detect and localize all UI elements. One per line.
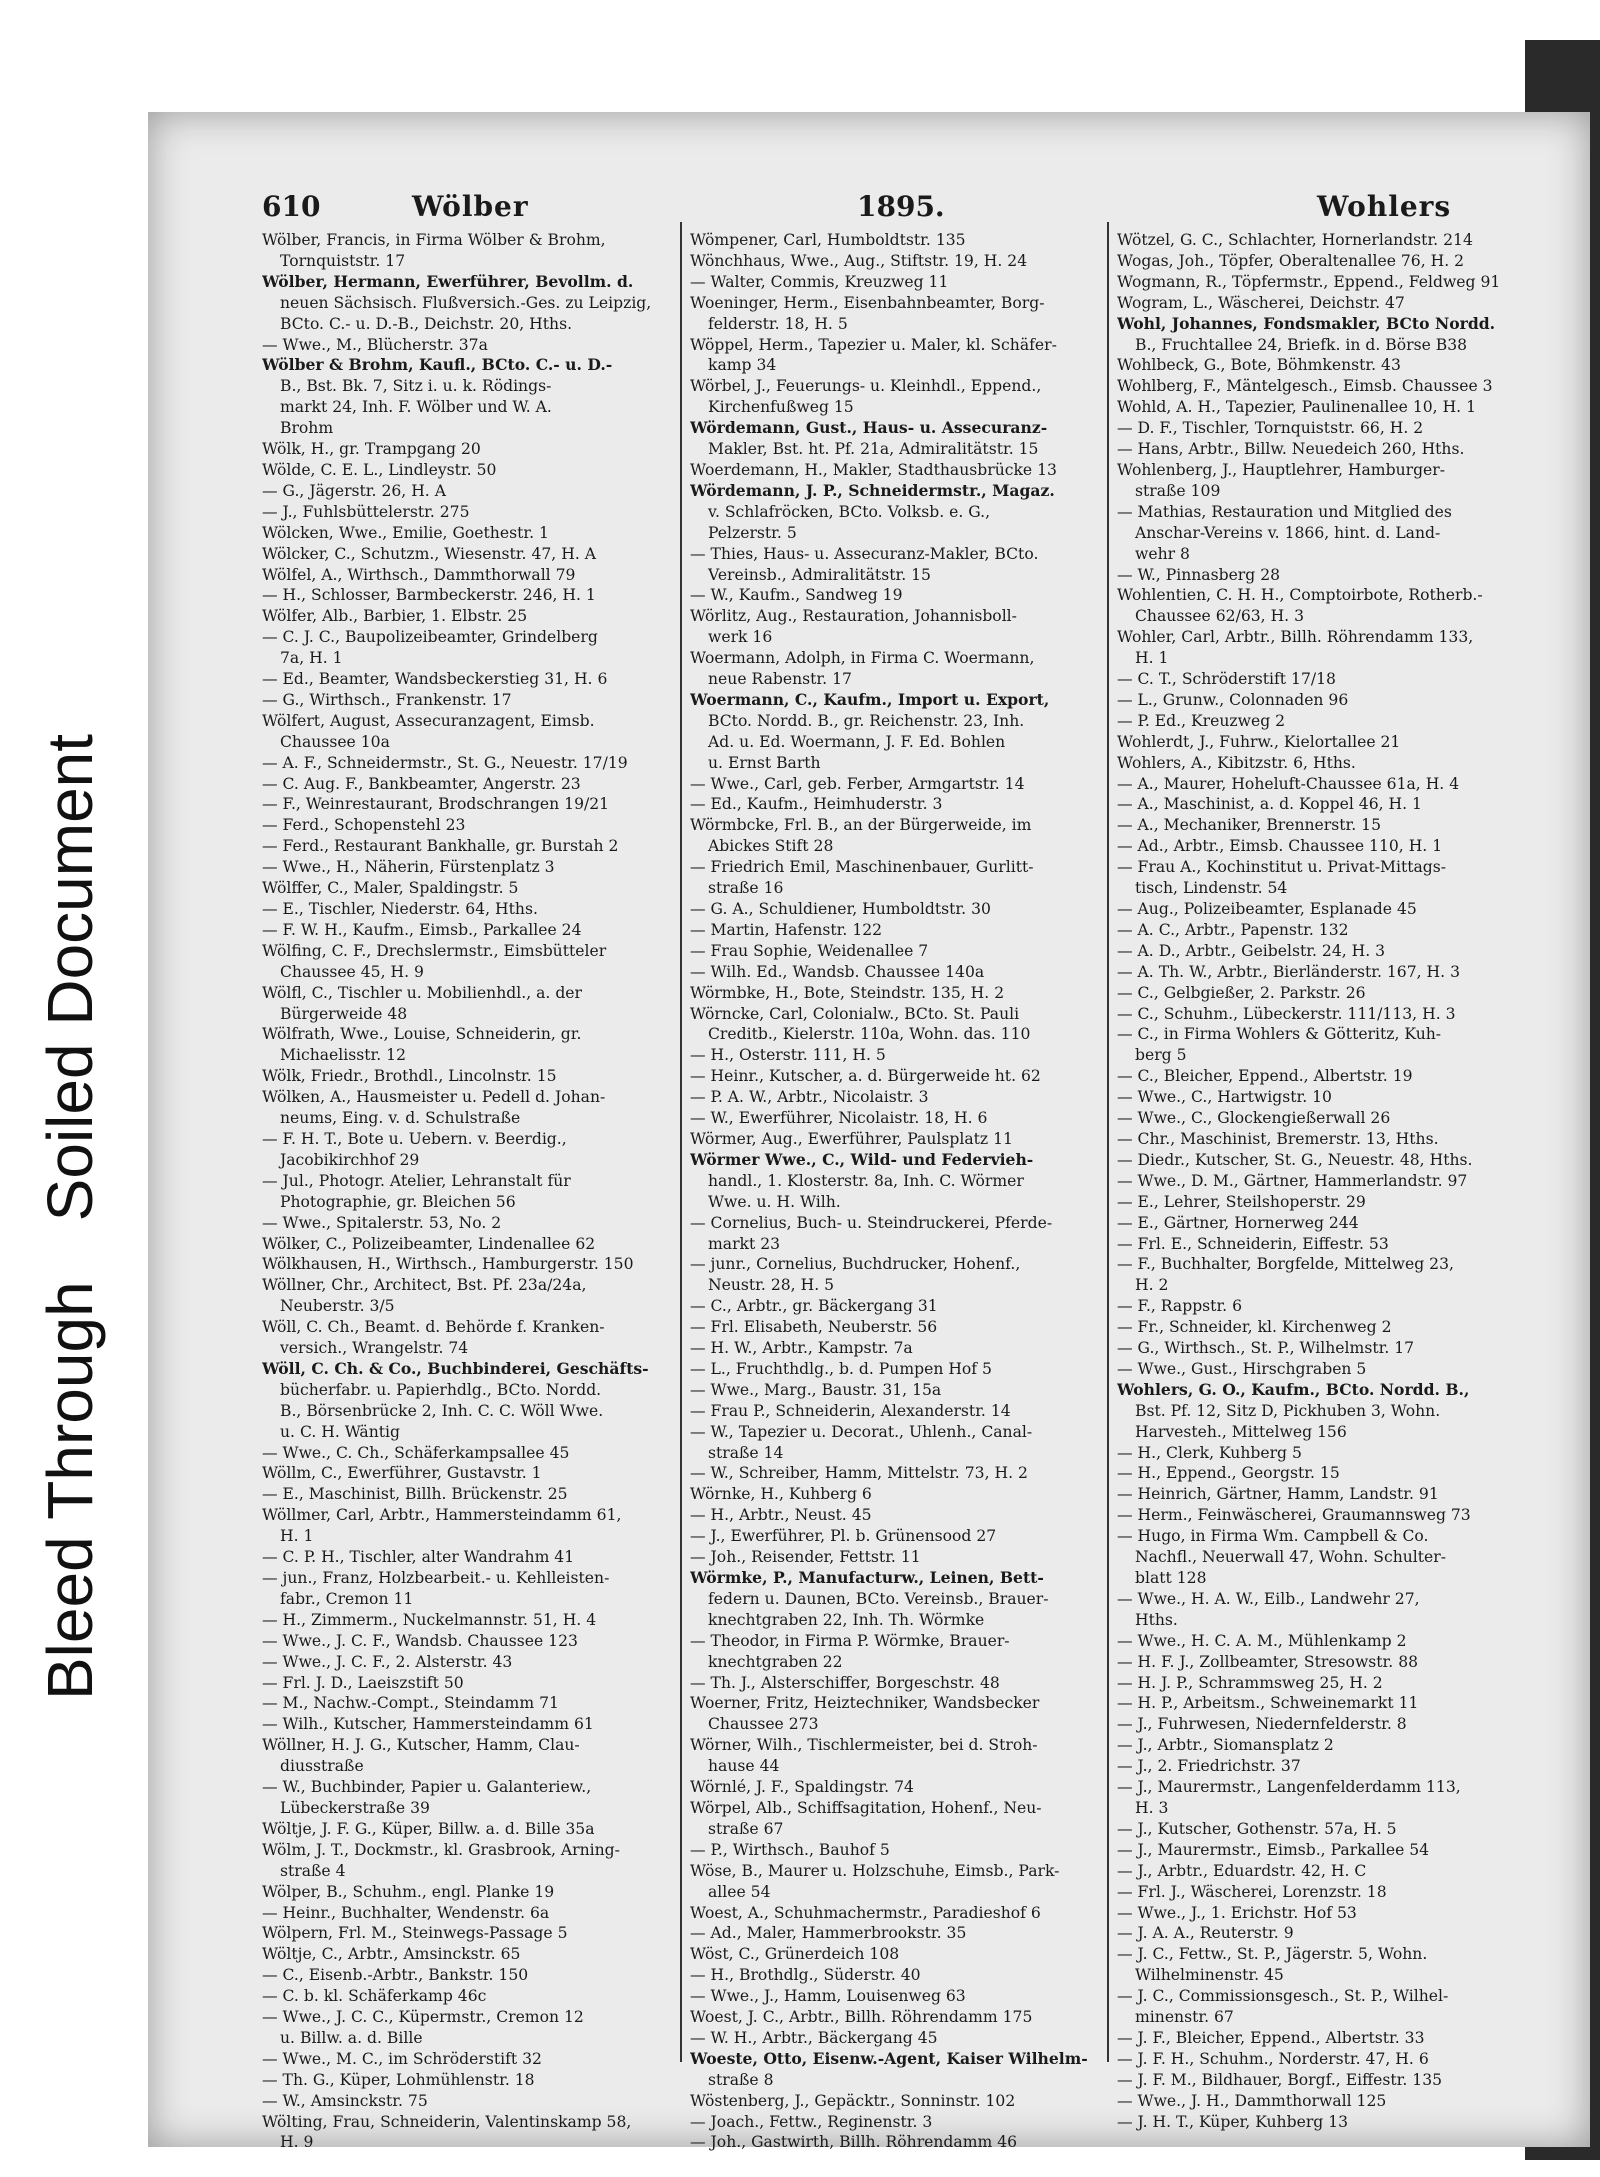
directory-entry-line: — P. Ed., Kreuzweg 2 [1117,711,1286,730]
directory-entry-line: — Hugo, in Firma Wm. Campbell & Co. [1117,1527,1429,1546]
directory-entry-line: Neustr. 28, H. 5 [708,1276,835,1295]
directory-entry-line: u. Billw. a. d. Bille [280,2028,423,2047]
directory-entry-line: Wölber, Hermann, Ewerführer, Bevollm. d. [262,271,634,291]
directory-entry-line: Wogas, Joh., Töpfer, Oberaltenallee 76, H. 2 [1117,251,1465,270]
directory-entry-line: Chaussee 10a [280,732,390,751]
directory-entry-line: Harvesteh., Mittelweg 156 [1135,1422,1347,1441]
directory-entry-line: Wöstenberg, J., Gepäcktr., Sonninstr. 102 [690,2091,1016,2110]
directory-entry-line: Makler, Bst. ht. Pf. 21a, Admiralitätstr. 15 [708,440,1039,459]
directory-entry-line: — C., Eisenb.-Arbtr., Bankstr. 150 [262,1966,529,1985]
directory-entry-line: — H., Schlosser, Barmbeckerstr. 246, H. 1 [262,586,596,605]
directory-entry-line: — Wwe., J., 1. Erichstr. Hof 53 [1117,1903,1357,1922]
directory-entry-line: Woerdemann, H., Makler, Stadthausbrücke 13 [690,460,1057,479]
directory-entry-line: Tornquiststr. 17 [280,251,406,270]
directory-entry-line: Wörmke, P., Manufacturw., Leinen, Bett- [690,1568,1044,1587]
directory-entry-line: Lübeckerstraße 39 [280,1798,430,1817]
directory-entry-line: B., Börsenbrücke 2, Inh. C. C. Wöll Wwe. [280,1401,604,1420]
directory-entry-line: Hths. [1135,1610,1178,1629]
directory-entry-line: — Frau Sophie, Weidenallee 7 [690,941,929,960]
directory-entry-line: — Heinr., Kutscher, a. d. Bürgerweide ht. 62 [690,1067,1041,1086]
directory-entry-line: federn u. Daunen, BCto. Vereinsb., Brauer- [708,1589,1049,1608]
directory-entry-line: — Aug., Polizeibeamter, Esplanade 45 [1117,900,1417,918]
directory-entry-line: Wölkhausen, H., Wirthsch., Hamburgerstr. 150 [262,1255,634,1274]
directory-entry-line: — Fr., Schneider, kl. Kirchenweg 2 [1117,1318,1392,1337]
directory-entry-line: — J., Maurermstr., Eimsb., Parkallee 54 [1117,1840,1430,1859]
directory-entry-line: — G., Jägerstr. 26, H. A [262,481,446,500]
directory-entry-line: — Hans, Arbtr., Billw. Neuedeich 260, Hths. [1117,440,1465,459]
directory-entry-line: diusstraße [280,1757,364,1776]
directory-entry-line: — A. Th. W., Arbtr., Bierländerstr. 167, H. 3 [1117,962,1460,981]
directory-entry-line: — Wwe., Marg., Baustr. 31, 15a [690,1380,942,1399]
directory-entry-line: — Wwe., C., Glockengießerwall 26 [1117,1109,1391,1128]
directory-entry-line: — H., Arbtr., Neust. 45 [690,1506,872,1525]
directory-entry-line: — E., Tischler, Niederstr. 64, Hths. [262,900,538,918]
directory-entry-line: Wohlerdt, J., Fuhrw., Kielortallee 21 [1117,732,1401,751]
directory-entry-line: Wölber, Francis, in Firma Wölber & Brohm, [262,231,606,249]
directory-entry-line: Wölfl, C., Tischler u. Mobilienhdl., a. der [262,983,582,1002]
directory-entry-line: — E., Gärtner, Hornerweg 244 [1117,1213,1359,1232]
directory-entry-line: — H., Clerk, Kuhberg 5 [1117,1443,1302,1462]
directory-entry-line: Wöltje, C., Arbtr., Amsinckstr. 65 [262,1945,521,1964]
directory-entry-line: straße 8 [708,2070,774,2089]
directory-entry-line: neuen Sächsisch. Flußversich.-Ges. zu Leipzig, [280,293,652,312]
directory-entry-line: — Wwe., D. M., Gärtner, Hammerlandstr. 97 [1117,1171,1468,1190]
directory-entry-line: — Martin, Hafenstr. 122 [690,920,883,939]
directory-entry-line: Wohl, Johannes, Fondsmakler, BCto Nordd. [1117,313,1496,333]
directory-entry-line: — C. Aug. F., Bankbeamter, Angerstr. 23 [262,774,581,793]
directory-entry-line: — W., Ewerführer, Nicolaistr. 18, H. 6 [690,1109,988,1128]
directory-entry-line: — Frl. J. D., Laeiszstift 50 [262,1673,464,1692]
directory-entry-line: blatt 128 [1135,1569,1207,1587]
directory-entry-line: Wördemann, Gust., Haus- u. Assecuranz- [690,418,1048,438]
directory-entry-line: — F., Rappstr. 6 [1117,1297,1243,1316]
directory-entry-line: Wölpern, Frl. M., Steinwegs-Passage 5 [262,1924,568,1943]
directory-entry-line: versich., Wrangelstr. 74 [280,1339,469,1358]
directory-entry-line: BCto. Nordd. B., gr. Reichenstr. 23, Inh. [708,711,1025,730]
directory-entry-line: — C., Gelbgießer, 2. Parkstr. 26 [1117,983,1366,1002]
directory-entry-line: Wörnke, H., Kuhberg 6 [690,1485,872,1504]
directory-entry-line: — Ed., Kaufm., Heimhuderstr. 3 [690,795,943,814]
directory-entry-line: — H., Eppend., Georgstr. 15 [1117,1464,1340,1483]
column-3 [1117,230,1525,2132]
directory-entry-line: Wölfer, Alb., Barbier, 1. Elbstr. 25 [262,607,528,626]
directory-entry-line: Woeste, Otto, Eisenw.-Agent, Kaiser Wilhelm- [690,2048,1088,2068]
directory-entry-line: — W. H., Arbtr., Bäckergang 45 [690,2028,938,2047]
directory-entry-line: — H., Osterstr. 111, H. 5 [690,1046,886,1065]
directory-entry-line: Wölk, Friedr., Brothdl., Lincolnstr. 15 [262,1067,557,1086]
directory-entry-line: Wölfert, August, Assecuranzagent, Eimsb. [262,711,595,730]
directory-entry-line: — J., Kutscher, Gothenstr. 57a, H. 5 [1117,1819,1397,1838]
directory-entry-line: — P., Wirthsch., Bauhof 5 [690,1840,890,1859]
directory-entry-line: — Wilh. Ed., Wandsb. Chaussee 140a [690,962,985,981]
directory-entry-line: Kirchenfußweg 15 [708,398,854,417]
directory-entry-line: Wöppel, Herm., Tapezier u. Maler, kl. Schäfer- [690,335,1057,354]
directory-entry-line: — Th. J., Alsterschiffer, Borgeschstr. 48 [690,1673,1000,1692]
directory-entry-line: — J. A. A., Reuterstr. 9 [1117,1924,1294,1943]
directory-entry-line: Vereinsb., Admiralitätstr. 15 [708,565,931,584]
directory-entry-line: — Diedr., Kutscher, St. G., Neuestr. 48, Hths. [1117,1150,1473,1169]
directory-entry-line: Wölfing, C. F., Drechslermstr., Eimsbütteler [262,941,607,960]
directory-entry-line: Wöll, C. Ch., Beamt. d. Behörde f. Kranken- [262,1318,605,1337]
directory-entry-line: Wohlers, A., Kibitzstr. 6, Hths. [1117,753,1356,772]
directory-entry-line: — Wwe., H. A. W., Eilb., Landwehr 27, [1117,1589,1420,1608]
directory-entry-line: Wohlers, G. O., Kaufm., BCto. Nordd. B., [1117,1379,1470,1399]
directory-entry-line: — J., Fuhrwesen, Niedernfelderstr. 8 [1117,1715,1407,1734]
directory-entry-line: — Wwe., H., Näherin, Fürstenplatz 3 [262,858,555,877]
directory-entry-line: — Mathias, Restauration und Mitglied des [1117,502,1452,521]
directory-entry-line: — Wwe., J. C. F., 2. Alsterstr. 43 [262,1652,513,1671]
directory-entry-line: Michaelisstr. 12 [280,1046,406,1065]
directory-entry-line: — F., Weinrestaurant, Brodschrangen 19/21 [262,795,610,814]
directory-entry-line: — W., Schreiber, Hamm, Mittelstr. 73, H. 2 [690,1464,1028,1483]
directory-entry-line: — Wwe., H. C. A. M., Mühlenkamp 2 [1117,1631,1407,1650]
directory-entry-line: — J., 2. Friedrichstr. 37 [1117,1757,1301,1776]
directory-entry-line: Wölfel, A., Wirthsch., Dammthorwall 79 [262,565,576,584]
directory-entry-line: — Joh., Gastwirth, Billh. Röhrendamm 46 [690,2133,1018,2152]
directory-entry-line: Neuberstr. 3/5 [280,1297,395,1316]
directory-entry-line: — A. C., Arbtr., Papenstr. 132 [1117,920,1349,939]
directory-entry-line: Wöllm, C., Ewerführer, Gustavstr. 1 [262,1464,542,1483]
directory-entry-line: — Wwe., Carl, geb. Ferber, Armgartstr. 14 [690,774,1025,793]
directory-entry-line: — Jul., Photogr. Atelier, Lehranstalt für [262,1171,571,1190]
directory-entry-line: — Ferd., Schopenstehl 23 [262,816,466,835]
directory-entry-line: — C., Schuhm., Lübeckerstr. 111/113, H. 3 [1117,1004,1456,1023]
directory-entry-line: — jun., Franz, Holzbearbeit.- u. Kehlleisten- [262,1569,610,1587]
directory-entry-line: — A. D., Arbtr., Geibelstr. 24, H. 3 [1117,941,1386,960]
directory-entry-line: straße 14 [708,1443,784,1462]
directory-entry-line: — Wwe., Gust., Hirschgraben 5 [1117,1359,1367,1378]
directory-entry-line: Wölcken, Wwe., Emilie, Goethestr. 1 [262,523,549,542]
directory-entry-line: H. 3 [1135,1798,1169,1817]
directory-entry-line: — L., Grunw., Colonnaden 96 [1117,690,1349,709]
directory-entry-line: — W., Kaufm., Sandweg 19 [690,586,903,605]
directory-entry-line: — J. H. T., Küper, Kuhberg 13 [1117,2112,1349,2131]
directory-entry-line: Ad. u. Ed. Woermann, J. F. Ed. Bohlen [708,732,1006,751]
directory-entry-line: — Wwe., M. C., im Schröderstift 32 [262,2049,542,2068]
directory-entry-line: — Friedrich Emil, Maschinenbauer, Gurlitt- [690,858,1034,877]
directory-entry-line: — D. F., Tischler, Tornquiststr. 66, H. 2 [1117,419,1424,438]
directory-entry-line: Wohlentien, C. H. H., Comptoirbote, Rotherb.- [1117,586,1483,605]
directory-entry-line: — W., Amsinckstr. 75 [262,2091,428,2110]
directory-entry-line: Photographie, gr. Bleichen 56 [280,1192,516,1211]
directory-page [262,190,1542,2152]
directory-entry-line: Wölken, A., Hausmeister u. Pedell d. Johan- [262,1088,606,1107]
directory-entry-line: — Herm., Feinwäscherei, Graumannsweg 73 [1117,1506,1471,1525]
directory-entry-line: wehr 8 [1135,544,1190,563]
directory-entry-line: — H. J. P., Schrammsweg 25, H. 2 [1117,1673,1383,1692]
directory-entry-line: Wölk, H., gr. Trampgang 20 [262,440,481,459]
directory-entry-line: bücherfabr. u. Papierhdlg., BCto. Nordd. [280,1380,602,1399]
directory-entry-line: — Wwe., Spitalerstr. 53, No. 2 [262,1213,502,1232]
directory-entry-line: H. 9 [280,2133,314,2152]
directory-entry-line: Wöst, C., Grünerdeich 108 [690,1945,900,1964]
column-rule [1107,222,1109,2062]
directory-entry-line: — Frl. J., Wäscherei, Lorenzstr. 18 [1117,1882,1387,1901]
directory-entry-line: — F., Buchhalter, Borgfelde, Mittelweg 23, [1117,1255,1454,1274]
directory-entry-line: Bürgerweide 48 [280,1004,408,1023]
directory-entry-line: felderstr. 18, H. 5 [708,314,848,333]
directory-entry-line: Chaussee 45, H. 9 [280,962,424,981]
directory-entry-line: — H., Zimmerm., Nuckelmannstr. 51, H. 4 [262,1610,597,1629]
directory-entry-line: Wölper, B., Schuhm., engl. Planke 19 [262,1882,555,1901]
directory-entry-line: — H. P., Arbeitsm., Schweinemarkt 11 [1117,1694,1419,1713]
directory-entry-line: tisch, Lindenstr. 54 [1135,879,1288,898]
directory-entry-line: Wöllner, H. J. G., Kutscher, Hamm, Clau- [262,1736,580,1755]
directory-entry-line: — H. W., Arbtr., Kampstr. 7a [690,1339,913,1358]
directory-entry-line: u. C. H. Wäntig [280,1422,401,1441]
directory-entry-line: Wöse, B., Maurer u. Holzschuhe, Eimsb., Park- [690,1861,1060,1880]
directory-entry-line: v. Schlafröcken, BCto. Volksb. e. G., [708,502,991,521]
directory-entry-line: Wöllner, Chr., Architect, Bst. Pf. 23a/24a, [262,1276,587,1295]
directory-entry-line: — Heinrich, Gärtner, Hamm, Landstr. 91 [1117,1485,1439,1504]
directory-entry-line: — J., Maurermstr., Langenfelderdamm 113, [1117,1778,1461,1797]
directory-entry-line: straße 16 [708,879,784,898]
directory-entry-line: minenstr. 67 [1135,2008,1234,2027]
directory-entry-line: — Ad., Arbtr., Eimsb. Chaussee 110, H. 1 [1117,837,1443,856]
directory-entry-line: BCto. C.- u. D.-B., Deichstr. 20, Hths. [280,314,573,333]
side-label [20,600,120,1700]
directory-entry-line: Wörncke, Carl, Colonialw., BCto. St. Pauli [690,1004,1020,1023]
directory-entry-line: kamp 34 [708,356,777,375]
directory-entry-line: — A., Mechaniker, Brennerstr. 15 [1117,816,1381,835]
directory-entry-line: neue Rabenstr. 17 [708,670,852,689]
directory-entry-line: berg 5 [1135,1046,1187,1065]
directory-entry-line: Wöllmer, Carl, Arbtr., Hammersteindamm 61, [262,1506,622,1525]
header-year: 1895. [857,190,945,223]
directory-entry-line: Wogmann, R., Töpfermstr., Eppend., Feldweg 91 [1117,272,1501,291]
directory-entry-line: Wölker, C., Polizeibeamter, Lindenallee 62 [262,1234,596,1253]
directory-entry-line: Chaussee 62/63, H. 3 [1135,607,1305,626]
directory-entry-line: — Ed., Beamter, Wandsbeckerstieg 31, H. 6 [262,670,608,689]
header-right-word: Wohlers [1317,190,1452,223]
directory-entry-line: Wwe. u. H. Wilh. [708,1192,841,1211]
directory-entry-line: Wördemann, J. P., Schneidermstr., Magaz. [690,480,1055,500]
directory-entry-line: Chaussee 273 [708,1715,819,1734]
directory-entry-line: Wölcker, C., Schutzm., Wiesenstr. 47, H. A [262,544,596,563]
directory-entry-line: Bst. Pf. 12, Sitz D, Pickhuben 3, Wohn. [1135,1401,1441,1420]
directory-entry-line: Wogram, L., Wäscherei, Deichstr. 47 [1117,293,1405,312]
directory-entry-line: — J., Ewerführer, Pl. b. Grünensood 27 [690,1527,997,1546]
directory-entry-line: Wölfrath, Wwe., Louise, Schneiderin, gr. [262,1025,582,1044]
directory-entry-line: — H. F. J., Zollbeamter, Stresowstr. 88 [1117,1652,1419,1671]
directory-entry-line: H. 2 [1135,1276,1169,1295]
directory-entry-line: Wohlberg, F., Mäntelgesch., Eimsb. Chaussee 3 [1117,377,1493,396]
directory-entry-line: — Wwe., J. C. C., Küpermstr., Cremon 12 [262,2008,584,2027]
directory-entry-line: — A. F., Schneidermstr., St. G., Neuestr. 17/19 [262,753,628,772]
directory-entry-line: H. 1 [280,1527,314,1546]
directory-entry-line: — P. A. W., Arbtr., Nicolaistr. 3 [690,1088,929,1107]
directory-entry-line: Woest, A., Schuhmachermstr., Paradieshof 6 [690,1903,1041,1922]
directory-entry-line: — Wwe., J. H., Dammthorwall 125 [1117,2091,1387,2110]
directory-entry-line: — J., Arbtr., Siomansplatz 2 [1117,1736,1334,1755]
directory-entry-line: — Joach., Fettw., Reginenstr. 3 [690,2112,933,2131]
directory-entry-line: B., Bst. Bk. 7, Sitz i. u. k. Rödings- [280,377,552,396]
directory-entry-line: — M., Nachw.-Compt., Steindamm 71 [262,1694,559,1713]
directory-entry-line: knechtgraben 22 [708,1652,843,1671]
directory-entry-line: Wörbel, J., Feuerungs- u. Kleinhdl., Eppend., [690,377,1042,396]
directory-entry-line: Wörnlé, J. F., Spaldingstr. 74 [690,1778,914,1797]
directory-entry-line: Wölting, Frau, Schneiderin, Valentinskamp 58, [262,2112,632,2131]
directory-entry-line: B., Fruchtallee 24, Briefk. in d. Börse B38 [1135,335,1468,354]
directory-entry-line: allee 54 [708,1882,771,1901]
directory-entry-line: — Wwe., J. C. F., Wandsb. Chaussee 123 [262,1631,578,1650]
directory-entry-line: Abickes Stift 28 [708,837,834,856]
directory-entry-line: Wörpel, Alb., Schiffsagitation, Hohenf., Neu- [690,1798,1042,1817]
directory-entry-line: Wölber & Brohm, Kaufl., BCto. C.- u. D.- [262,355,613,375]
directory-entry-line: Wohlenberg, J., Hauptlehrer, Hamburger- [1117,460,1446,479]
directory-entry-line: — W., Buchbinder, Papier u. Galanteriew., [262,1778,592,1797]
directory-entry-line: Nachfl., Neuerwall 47, Wohn. Schulter- [1135,1548,1446,1567]
directory-entry-line: Wörmer, Aug., Ewerführer, Paulsplatz 11 [690,1129,1013,1148]
directory-entry-line: handl., 1. Klosterstr. 8a, Inh. C. Wörmer [708,1171,1024,1190]
directory-entry-line: Wömpener, Carl, Humboldtstr. 135 [690,231,966,249]
directory-entry-line: — A., Maurer, Hoheluft-Chaussee 61a, H. 4 [1117,774,1460,793]
directory-entry-line: Woermann, C., Kaufm., Import u. Export, [690,689,1050,709]
directory-entry-line: Wörmer Wwe., C., Wild- und Federvieh- [690,1149,1034,1169]
directory-entry-line: Wönchhaus, Wwe., Aug., Stiftstr. 19, H. 24 [690,251,1028,270]
directory-entry-line: — C., in Firma Wohlers & Götteritz, Kuh- [1117,1025,1442,1044]
directory-entry-line: Wörlitz, Aug., Restauration, Johannisboll- [690,607,1017,626]
directory-entry-line: — G., Wirthsch., St. P., Wilhelmstr. 17 [1117,1339,1415,1358]
directory-entry-line: Woermann, Adolph, in Firma C. Woermann, [690,649,1035,668]
directory-entry-line: — Chr., Maschinist, Bremerstr. 13, Hths. [1117,1129,1439,1148]
directory-entry-line: — F. H. T., Bote u. Uebern. v. Beerdig., [262,1129,567,1148]
directory-entry-line: Wörner, Wilh., Tischlermeister, bei d. Stroh- [690,1736,1038,1755]
column-2 [690,230,1098,2153]
directory-entry-line: — Frau P., Schneiderin, Alexanderstr. 14 [690,1401,1011,1420]
directory-entry-line: Woest, J. C., Arbtr., Billh. Röhrendamm 175 [690,2008,1033,2027]
directory-entry-line: — G., Wirthsch., Frankenstr. 17 [262,690,512,709]
directory-entry-line: — H., Brothdlg., Süderstr. 40 [690,1966,921,1985]
directory-entry-line: Wöltje, J. F. G., Küper, Billw. a. d. Bille 35a [262,1819,595,1838]
directory-entry-line: — W., Tapezier u. Decorat., Uhlenh., Canal- [690,1422,1033,1441]
directory-entry-line: Wohlbeck, G., Bote, Böhmkenstr. 43 [1117,356,1401,375]
directory-entry-line: werk 16 [708,628,773,647]
directory-entry-line: fabr., Cremon 11 [280,1589,414,1608]
directory-entry-line: — Frau A., Kochinstitut u. Privat-Mittags- [1117,858,1447,877]
directory-entry-line: — J. F. H., Schuhm., Norderstr. 47, H. 6 [1117,2049,1429,2068]
directory-entry-line: Anschar-Vereins v. 1866, hint. d. Land- [1135,523,1441,542]
directory-entry-line: straße 67 [708,1819,784,1838]
directory-entry-line: straße 109 [1135,481,1221,500]
directory-entry-line: — Walter, Commis, Kreuzweg 11 [690,272,949,291]
directory-entry-line: — C. J. C., Baupolizeibeamter, Grindelberg [262,628,598,647]
column-1 [262,230,670,2153]
directory-entry-line: straße 4 [280,1861,346,1880]
directory-entry-line: Wohld, A. H., Tapezier, Paulinenallee 10, H. 1 [1117,398,1477,417]
directory-entry-line: — Heinr., Buchhalter, Wendenstr. 6a [262,1903,550,1922]
directory-entry-line: — J. F., Bleicher, Eppend., Albertstr. 33 [1117,2028,1425,2047]
directory-entry-line: — J. C., Fettw., St. P., Jägerstr. 5, Wohn. [1117,1945,1428,1964]
directory-entry-line: Woerner, Fritz, Heiztechniker, Wandsbecker [690,1694,1040,1713]
directory-entry-line: — J., Arbtr., Eduardstr. 42, H. C [1117,1861,1367,1880]
directory-entry-line: — Theodor, in Firma P. Wörmke, Brauer- [690,1631,1010,1650]
directory-entry-line: — E., Lehrer, Steilshoperstr. 29 [1117,1192,1366,1211]
directory-entry-line: — C., Arbtr., gr. Bäckergang 31 [690,1297,938,1316]
directory-entry-line: — J. F. M., Bildhauer, Borgf., Eiffestr. 135 [1117,2070,1443,2089]
directory-entry-line: — Th. G., Küper, Lohmühlenstr. 18 [262,2070,535,2089]
directory-entry-line: markt 24, Inh. F. Wölber und W. A. [280,398,552,417]
directory-entry-line: — junr., Cornelius, Buchdrucker, Hohenf., [690,1255,1021,1274]
directory-entry-line: — Wwe., J., Hamm, Louisenweg 63 [690,1987,966,2006]
directory-entry-line: knechtgraben 22, Inh. Th. Wörmke [708,1610,985,1629]
directory-entry-line: hause 44 [708,1757,780,1776]
directory-entry-line: — G. A., Schuldiener, Humboldtstr. 30 [690,900,991,918]
directory-entry-line: — Frl. Elisabeth, Neuberstr. 56 [690,1318,938,1337]
directory-entry-line: — Ferd., Restaurant Bankhalle, gr. Burstah 2 [262,837,619,856]
directory-entry-line: — Thies, Haus- u. Assecuranz-Makler, BCto. [690,544,1039,563]
directory-entry-line: — C. T., Schröderstift 17/18 [1117,670,1336,689]
directory-entry-line: — Wwe., M., Blücherstr. 37a [262,335,488,354]
directory-entry-line: Wötzel, G. C., Schlachter, Hornerlandstr. 214 [1117,231,1473,249]
directory-entry-line: — A., Maschinist, a. d. Koppel 46, H. 1 [1117,795,1422,814]
directory-entry-line: Wilhelminenstr. 45 [1135,1966,1284,1985]
directory-entry-line: Wohler, Carl, Arbtr., Billh. Röhrendamm 133, [1117,628,1474,647]
directory-entry-line: Brohm [280,419,334,438]
directory-entry-line: — Wilh., Kutscher, Hammersteindamm 61 [262,1715,594,1734]
page-number: 610 [262,190,321,223]
directory-entry-line: Pelzerstr. 5 [708,523,797,542]
directory-entry-line: — Frl. E., Schneiderin, Eiffestr. 53 [1117,1234,1389,1253]
directory-entry-line: — L., Fruchthdlg., b. d. Pumpen Hof 5 [690,1359,992,1378]
directory-entry-line: Wölde, C. E. L., Lindleystr. 50 [262,460,497,479]
directory-entry-line: Wöll, C. Ch. & Co., Buchbinderei, Geschäfts- [262,1358,649,1378]
directory-entry-line: u. Ernst Barth [708,753,821,772]
directory-entry-line: Jacobikirchhof 29 [280,1150,420,1169]
column-rule [680,222,682,2062]
directory-entry-line: — Joh., Reisender, Fettstr. 11 [690,1548,921,1567]
directory-entry-line: neums, Eing. v. d. Schulstraße [280,1109,521,1128]
page-header [262,190,1532,230]
directory-entry-line: — J. C., Commissionsgesch., St. P., Wilhel- [1117,1987,1449,2006]
directory-entry-line: — C., Bleicher, Eppend., Albertstr. 19 [1117,1067,1413,1086]
directory-entry-line: — Ad., Maler, Hammerbrookstr. 35 [690,1924,967,1943]
directory-entry-line: — Cornelius, Buch- u. Steindruckerei, Pferde- [690,1213,1053,1232]
directory-entry-line: — F. W. H., Kaufm., Eimsb., Parkallee 24 [262,920,582,939]
directory-entry-line: — Wwe., C., Hartwigstr. 10 [1117,1088,1332,1107]
directory-entry-line: 7a, H. 1 [280,649,343,668]
soiled-document-label: Soiled Document [34,733,106,1222]
bleed-through-label: Bleed Through [34,1281,106,1700]
header-left-word: Wölber [412,190,529,223]
directory-entry-line: — C. P. H., Tischler, alter Wandrahm 41 [262,1548,575,1567]
directory-entry-line: Woeninger, Herm., Eisenbahnbeamter, Borg- [690,293,1045,312]
directory-entry-line: — E., Maschinist, Billh. Brückenstr. 25 [262,1485,568,1504]
directory-entry-line: Creditb., Kielerstr. 110a, Wohn. das. 110 [708,1025,1031,1044]
directory-entry-line: — Wwe., C. Ch., Schäferkampsallee 45 [262,1443,570,1462]
directory-entry-line: markt 23 [708,1234,781,1253]
directory-entry-line: Wölffer, C., Maler, Spaldingstr. 5 [262,879,519,898]
directory-entry-line: — J., Fuhlsbüttelerstr. 275 [262,502,470,521]
directory-entry-line: — C. b. kl. Schäferkamp 46c [262,1987,487,2006]
directory-entry-line: H. 1 [1135,649,1169,668]
directory-entry-line: Wörmbcke, Frl. B., an der Bürgerweide, im [690,816,1032,835]
directory-entry-line: — W., Pinnasberg 28 [1117,565,1281,584]
directory-entry-line: Wölm, J. T., Dockmstr., kl. Grasbrook, Arning- [262,1840,620,1859]
directory-entry-line: Wörmbke, H., Bote, Steindstr. 135, H. 2 [690,983,1005,1002]
